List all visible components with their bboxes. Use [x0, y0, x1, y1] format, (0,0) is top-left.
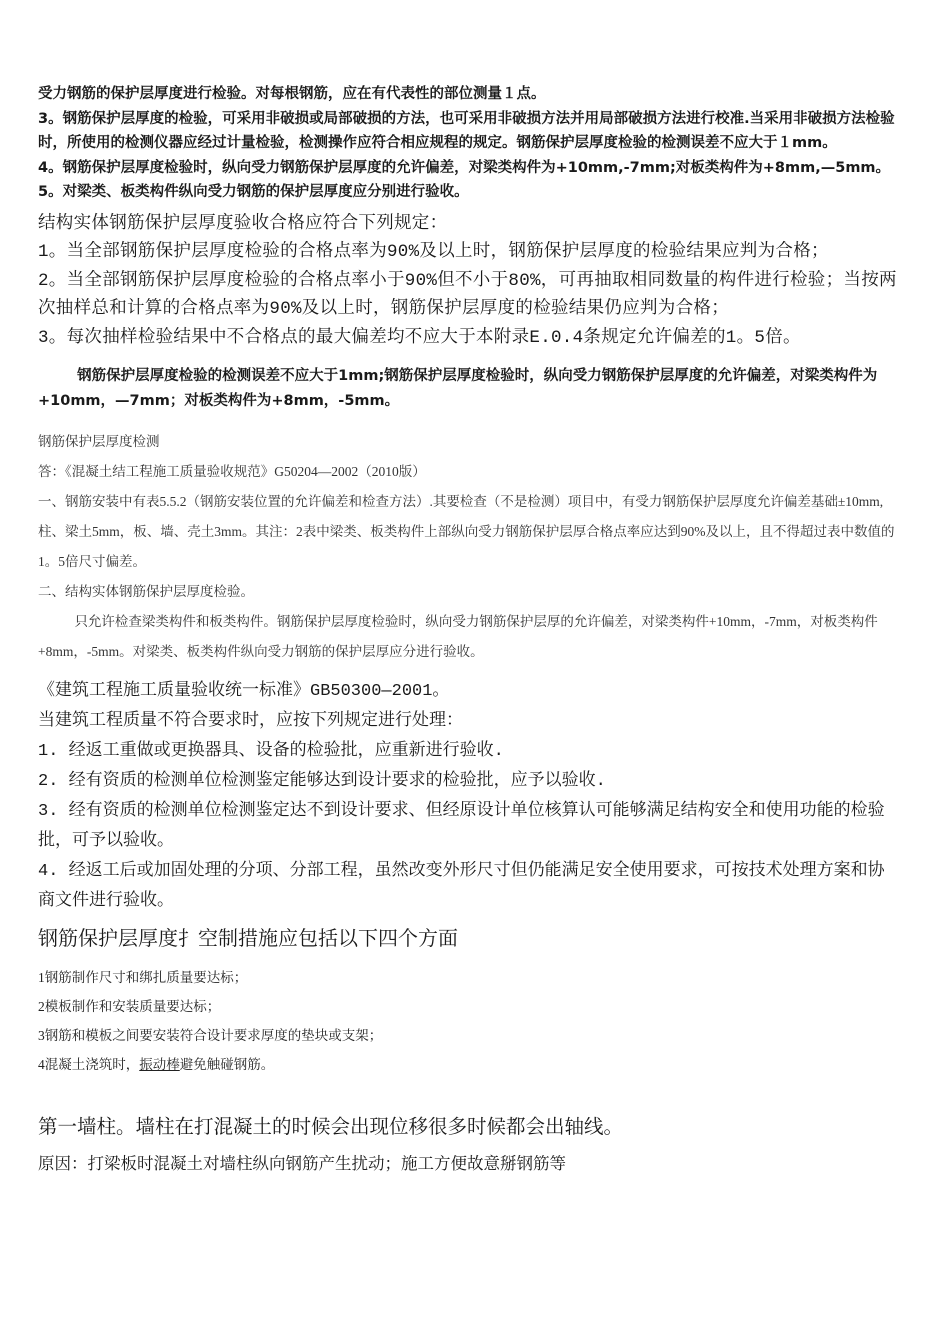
paragraph: 3。钢筋保护层厚度的检验，可采用非破损或局部破损的方法，也可采用非破损方法并用局部破损方法进行校准.当采用非破损方法检验时，所使用的检测仪器应经过计量检验，检测操作应符合相应规程的规定。钢筋保护层厚度检验的检测误差不应大于１mm。	[38, 110, 895, 151]
paragraph: 2。当全部钢筋保护层厚度检验的合格点率小于90%但不小于80%，可再抽取相同数量的构件进行检验；当按两次抽样总和计算的合格点率为90%及以上时，钢筋保护层厚度的检验结果仍应判为合格；	[38, 270, 897, 319]
document-page	[38, 82, 900, 1177]
inspection-rules-section	[38, 82, 900, 205]
paragraph: 4。钢筋保护层厚度检验时，纵向受力钢筋保护层厚度的允许偏差，对梁类构件为+10mm,-7mm;对板类构件为+8mm,—5mm。	[38, 159, 891, 176]
qa-item-2-body: 只允许检查梁类构件和板类构件。钢筋保护层厚度检验时，纵向受力钢筋保护层厚的允许偏差，对梁类构件+10mm，-7mm，对板类构件+8mm，-5mm。对梁类、板类构件纵向受力钢筋的保护层厚应分进行验收。	[38, 614, 878, 659]
qa-item-2: 二、结构实体钢筋保护层厚度检验。	[38, 584, 254, 599]
list-item: 1钢筋制作尺寸和绑扎质量要达标；	[38, 970, 248, 985]
qa-answer: 答：《混凝土结工程施工质量验收规范》G50204—2002（2010版）	[38, 464, 426, 479]
paragraph: 5。对梁类、板类构件纵向受力钢筋的保护层厚度应分别进行验收。	[38, 184, 469, 200]
control-measures-section	[38, 923, 900, 1079]
qa-section	[38, 427, 900, 667]
list-item: 1. 经返工重做或更换器具、设备的检验批，应重新进行验收.	[38, 742, 504, 761]
paragraph: 受力钢筋的保护层厚度进行检验。对每根钢筋，应在有代表性的部位测量１点。	[38, 86, 546, 102]
standard-title: 《建筑工程施工质量验收统一标准》GB50300—2001。	[38, 682, 450, 701]
list-item: 3. 经有资质的检测单位检测鉴定达不到设计要求、但经原设计单位核算认可能够满足结构安全和使用功能的检验批，可予以验收。	[38, 802, 885, 851]
list-item	[38, 1050, 900, 1079]
qa-title: 钢筋保护层厚度检测	[38, 434, 160, 449]
list-item: 2模板制作和安装质量要达标；	[38, 999, 221, 1014]
paragraph: 当建筑工程质量不符合要求时，应按下列规定进行处理：	[38, 712, 463, 731]
paragraph: 3。每次抽样检验结果中不合格点的最大偏差均不应大于本附录E.0.4条规定允许偏差的1。5倍。	[38, 327, 801, 348]
acceptance-rules-section	[38, 210, 900, 353]
list-item: 4. 经返工后或加固处理的分项、分部工程，虽然改变外形尺寸但仍能满足安全使用要求，可按技术处理方案和协商文件进行验收。	[38, 862, 885, 911]
list-item: 3钢筋和模板之间要安装符合设计要求厚度的垫块或支架；	[38, 1028, 383, 1043]
vibrator-link[interactable]: 振动棒	[139, 1057, 180, 1072]
section-heading: 第一墙柱。墙柱在打混凝土的时候会出现位移很多时候都会出轴线。	[38, 1115, 624, 1138]
reason-text: 原因：打梁板时混凝土对墙柱纵向钢筋产生扰动；施工方便故意掰钢筋等	[38, 1154, 566, 1173]
paragraph: 1。当全部钢筋保护层厚度检验的合格点率为90%及以上时，钢筋保护层厚度的检验结果应判为合格；	[38, 242, 829, 262]
section-heading: 钢筋保护层厚度扌空制措施应包括以下四个方面	[38, 926, 458, 950]
list-item-suffix: 避免触碰钢筋。	[179, 1057, 275, 1072]
section-heading: 结构实体钢筋保护层厚度验收合格应符合下列规定：	[38, 213, 448, 234]
list-item: 2. 经有资质的检测单位检测鉴定能够达到设计要求的检验批，应予以验收.	[38, 772, 606, 791]
wall-column-section	[38, 1113, 900, 1177]
measures-list	[38, 963, 900, 1079]
quality-standard-section	[38, 677, 900, 917]
qa-item-1: 一、钢筋安装中有表5.5.2（钢筋安装位置的允许偏差和检查方法）.其要检查（不是检测）项目中，有受力钢筋保护层厚度允许偏差基础±10mm,柱、梁土5mm，板、墙、壳土3mm。其注：2表中梁类、板类构件上部纵向受力钢筋保护层厚合格点率应达到90%及以上，且不得超过表中数值的1。5倍尺寸偏差。	[38, 494, 895, 569]
tolerance-summary: 钢筋保护层厚度检验的检测误差不应大于1mm;钢筋保护层厚度检验时，纵向受力钢筋保护层厚度的允许偏差，对梁类构件为+10mm，—7mm；对板类构件为+8mm，-5mm。	[38, 368, 878, 409]
list-item-prefix: 4混凝土浇筑时，	[38, 1057, 140, 1072]
